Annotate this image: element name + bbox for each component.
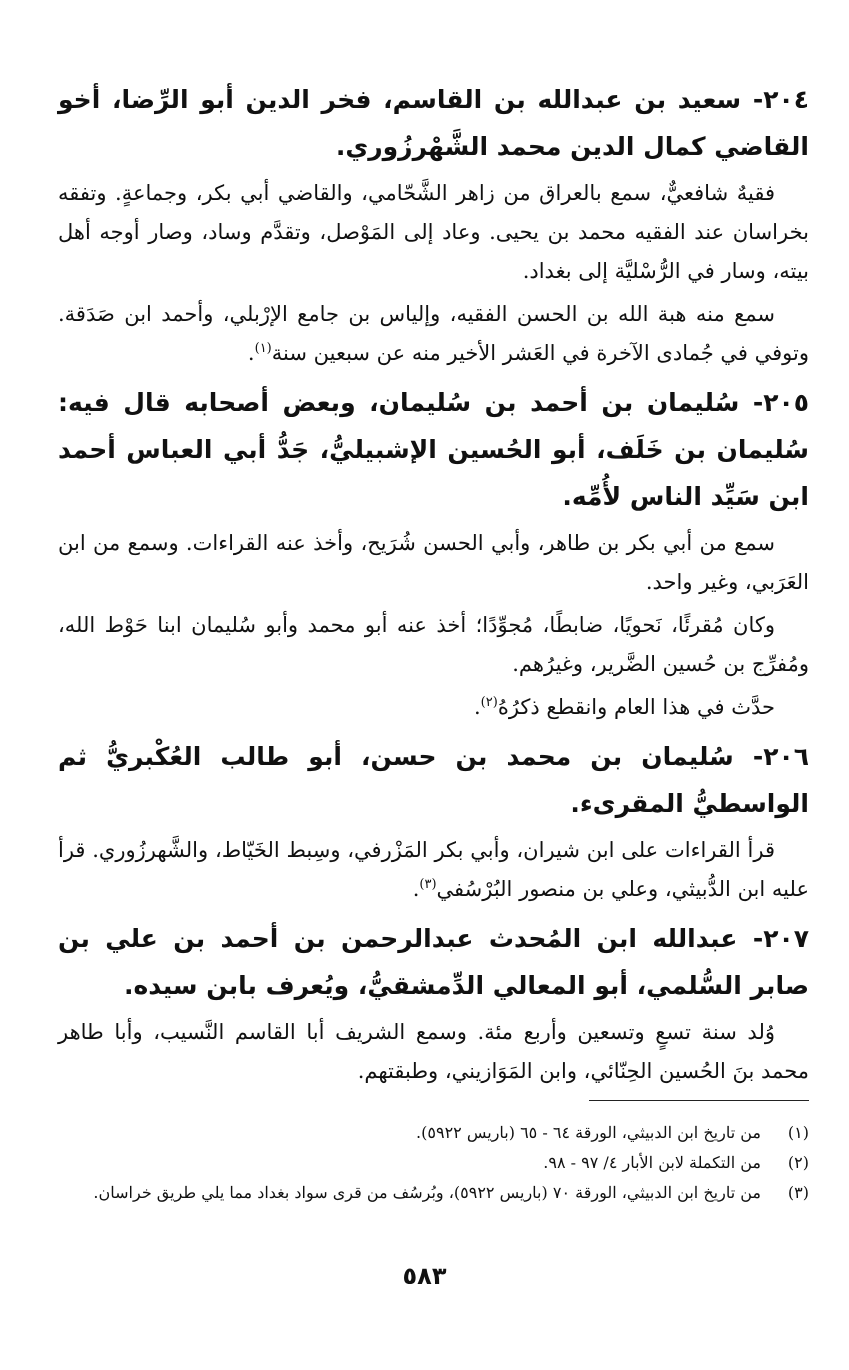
page-number: ٥٨٣ [402, 1262, 447, 1290]
footnotes [58, 1118, 809, 1208]
footnote-text: من تاريخ ابن الدبيثي، الورقة ٧٠ (باريس ٥٩٢٢)، وبُرسُف من قرى سواد بغداد مما يلي طريق خراسان. [93, 1183, 761, 1202]
paragraph-text: حدَّث في هذا العام وانقطع ذكرُهُ [497, 695, 775, 719]
entry-paragraph: قرأ القراءات على ابن شيران، وأبي بكر المَزْرفي، وسِبط الخَيّاط، والشَّهرزُوري. قرأ عليه ابن الدُّبيثي، وعلي بن منصور البُرْسُفي$^{(٣)}$. [58, 838, 809, 901]
footnote-marker[interactable]: (٢) [480, 695, 498, 710]
footnote-marker[interactable]: (٣) [419, 877, 437, 892]
entry-paragraph [58, 174, 809, 291]
footnote-text: من تاريخ ابن الدبيثي، الورقة ٦٤ - ٦٥ (باريس ٥٩٢٢). [416, 1123, 761, 1142]
entry-heading: ٢٠٥- سُليمان بن أحمد بن سُليمان، وبعض أصحابه قال فيه: سُليمان بن خَلَف، أبو الحُسين الإشبيليُّ، جَدُّ أبي العباس أحمد ابن سَيِّد الناس لأُمِّه. [58, 388, 809, 511]
entry-paragraph [58, 606, 809, 684]
entry-paragraph: حدَّث في هذا العام وانقطع ذكرُهُ$^{(٢)}$. [473, 695, 775, 719]
paragraph-text: فقيهٌ شافعيٌّ، سمع بالعراق من زاهر الشَّحّامي، والقاضي أبي بكر، وجماعةٍ. وتفقه بخراسان عند الفقيه محمد بن يحيى. وعاد إلى المَوْصل، وتقدَّم وساد، وصار أوجه أهل بيته، وسار في الرُّسْليَّة إلى بغداد. [58, 181, 809, 283]
footnote-item [58, 1148, 809, 1178]
footnote-number: (٣) [787, 1183, 809, 1202]
footnote-divider [589, 1100, 809, 1101]
paragraph-text: وكان مُقرئًا، نَحويًا، ضابطًا، مُجوِّدًا؛ أخذ عنه أبو محمد وأبو سُليمان ابنا حَوْط الله، ومُفرِّج بن حُسين الضَّرير، وغيرُهم. [58, 613, 809, 676]
paragraph-text: وُلد سنة تسعٍ وتسعين وأربع مئة. وسمع الشريف أبا القاسم النَّسيب، وأبا طاهر محمد بنَ الحُسين الحِنّائي، وابن المَوَازيني، وطبقتهم. [58, 1020, 809, 1083]
paragraph-text: سمع منه هبة الله بن الحسن الفقيه، وإلياس بن جامع الإرْبلي، وأحمد ابن صَدَقة. وتوفي في جُمادى الآخرة في العَشر الأخير منه عن سبعين سنة [58, 302, 809, 365]
footnote-number: (٢) [787, 1153, 809, 1172]
paragraph-text: سمع من أبي بكر بن طاهر، وأبي الحسن شُرَيح، وأخذ عنه القراءات. وسمع من ابن العَرَبي، وغير واحد. [58, 531, 809, 594]
entry-heading: ٢٠٦- سُليمان بن محمد بن حسن، أبو طالب العُكْبريُّ ثم الواسطيُّ المقرىء. [58, 742, 809, 818]
entry-heading: ٢٠٧- عبدالله ابن المُحدث عبدالرحمن بن أحمد بن علي بن صابر السُّلمي، أبو المعالي الدِّمشقيُّ، ويُعرف بابن سيده. [58, 924, 809, 1000]
footnote-number: (١) [787, 1123, 809, 1142]
entry-heading: ٢٠٤- سعيد بن عبدالله بن القاسم، فخر الدين أبو الرِّضا، أخو القاضي كمال الدين محمد الشَّهْرزُوري. [58, 85, 809, 161]
entry-paragraph: سمع منه هبة الله بن الحسن الفقيه، وإلياس بن جامع الإرْبلي، وأحمد ابن صَدَقة. وتوفي في جُمادى الآخرة في العَشر الأخير منه عن سبعين سنة$^{(١)}$. [58, 302, 809, 365]
footnote-marker[interactable]: (١) [254, 341, 272, 356]
entry-paragraph [58, 524, 809, 602]
entry-206 [58, 733, 809, 909]
footnote-text: من التكملة لابن الأبار ٤/ ٩٧ - ٩٨. [543, 1153, 761, 1172]
entry-paragraph [58, 1013, 809, 1091]
entry-207 [58, 915, 809, 1091]
entry-204 [58, 76, 809, 373]
paragraph-text: قرأ القراءات على ابن شيران، وأبي بكر المَزْرفي، وسِبط الخَيّاط، والشَّهرزُوري. قرأ عليه ابن الدُّبيثي، وعلي بن منصور البُرْسُفي [58, 838, 809, 901]
footnote-item [58, 1178, 809, 1208]
entry-205 [58, 379, 809, 727]
footnote-item [58, 1118, 809, 1148]
